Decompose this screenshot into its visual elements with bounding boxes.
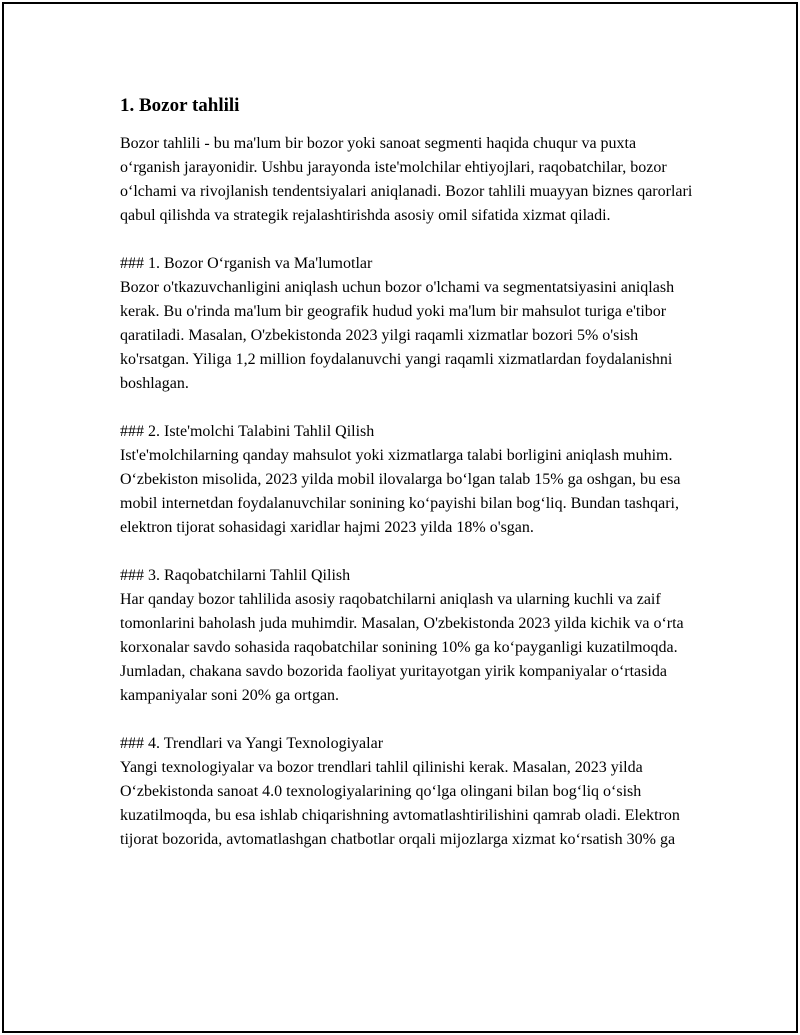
section-market-research: [120, 252, 700, 396]
document-content: [120, 94, 700, 876]
document-title: 1. Bozor tahlili: [120, 95, 240, 116]
section-body: Bozor o'tkazuvchanligini aniqlash uchun bozor o'lchami va segmentatsiyasini aniqlash kerak. Bu o'rinda ma'lum bir geografik hudud yoki ma'lum bir mahsulot turiga e'tibor qaratiladi. Masalan, O'zbekistonda 2023 yilgi raqamli xizmatlar bozori 5% o'sish ko'rsatgan. Yiliga 1,2 million foydalanuvchi yangi raqamli xizmatlardan foydalanishni boshlagan.: [120, 279, 675, 392]
document-page: [2, 2, 798, 1033]
section-competitors: [120, 564, 700, 708]
section-title: ### 3. Raqobatchilarni Tahlil Qilish: [120, 567, 351, 584]
section-body: Yangi texnologiyalar va bozor trendlari tahlil qilinishi kerak. Masalan, 2023 yilda O‘zbekistonda sanoat 4.0 texnologiyalarining qo‘lga olingani bilan bog‘liq o‘sish kuzatilmoqda, bu esa ishlab chiqarishning avtomatlashtirilishini qamrab oladi. Elektron tijorat bozorida, avtomatlashgan chatbotlar orqali mijozlarga xizmat ko‘rsatish 30% ga: [120, 759, 680, 848]
section-consumer-demand: [120, 420, 700, 540]
section-trends: [120, 732, 700, 852]
section-title: ### 2. Iste'molchi Talabini Tahlil Qilish: [120, 423, 375, 440]
section-title: ### 4. Trendlari va Yangi Texnologiyalar: [120, 735, 384, 752]
section-body: Har qanday bozor tahlilida asosiy raqobatchilarni aniqlash va ularning kuchli va zaif tomonlarini baholash juda muhimdir. Masalan, O'zbekistonda 2023 yilda kichik va o‘rta korxonalar savdo sohasida raqobatchilar sonining 10% ga ko‘payganligi kuzatilmoqda. Jumladan, chakana savdo bozorida faoliyat yuritayotgan yirik kompaniyalar o‘rtasida kampaniyalar soni 20% ga ortgan.: [120, 591, 684, 704]
section-title: ### 1. Bozor O‘rganish va Ma'lumotlar: [120, 255, 373, 272]
section-body: Ist'e'molchilarning qanday mahsulot yoki xizmatlarga talabi borligini aniqlash muhim. O‘zbekiston misolida, 2023 yilda mobil ilovalarga bo‘lgan talab 15% ga oshgan, bu esa mobil internetdan foydalanuvchilar sonining ko‘payishi bilan bog‘liq. Bundan tashqari, elektron tijorat sohasidagi xaridlar hajmi 2023 yilda 18% o'sgan.: [120, 447, 681, 536]
intro-paragraph: Bozor tahlili - bu ma'lum bir bozor yoki sanoat segmenti haqida chuqur va puxta o‘rganish jarayonidir. Ushbu jarayonda iste'molchilar ehtiyojlari, raqobatchilar, bozor o‘lchami va rivojlanish tendentsiyalari aniqlanadi. Bozor tahlili muayyan biznes qarorlari qabul qilishda va strategik rejalashtirishda asosiy omil sifatida xizmat qiladi.: [120, 135, 693, 224]
